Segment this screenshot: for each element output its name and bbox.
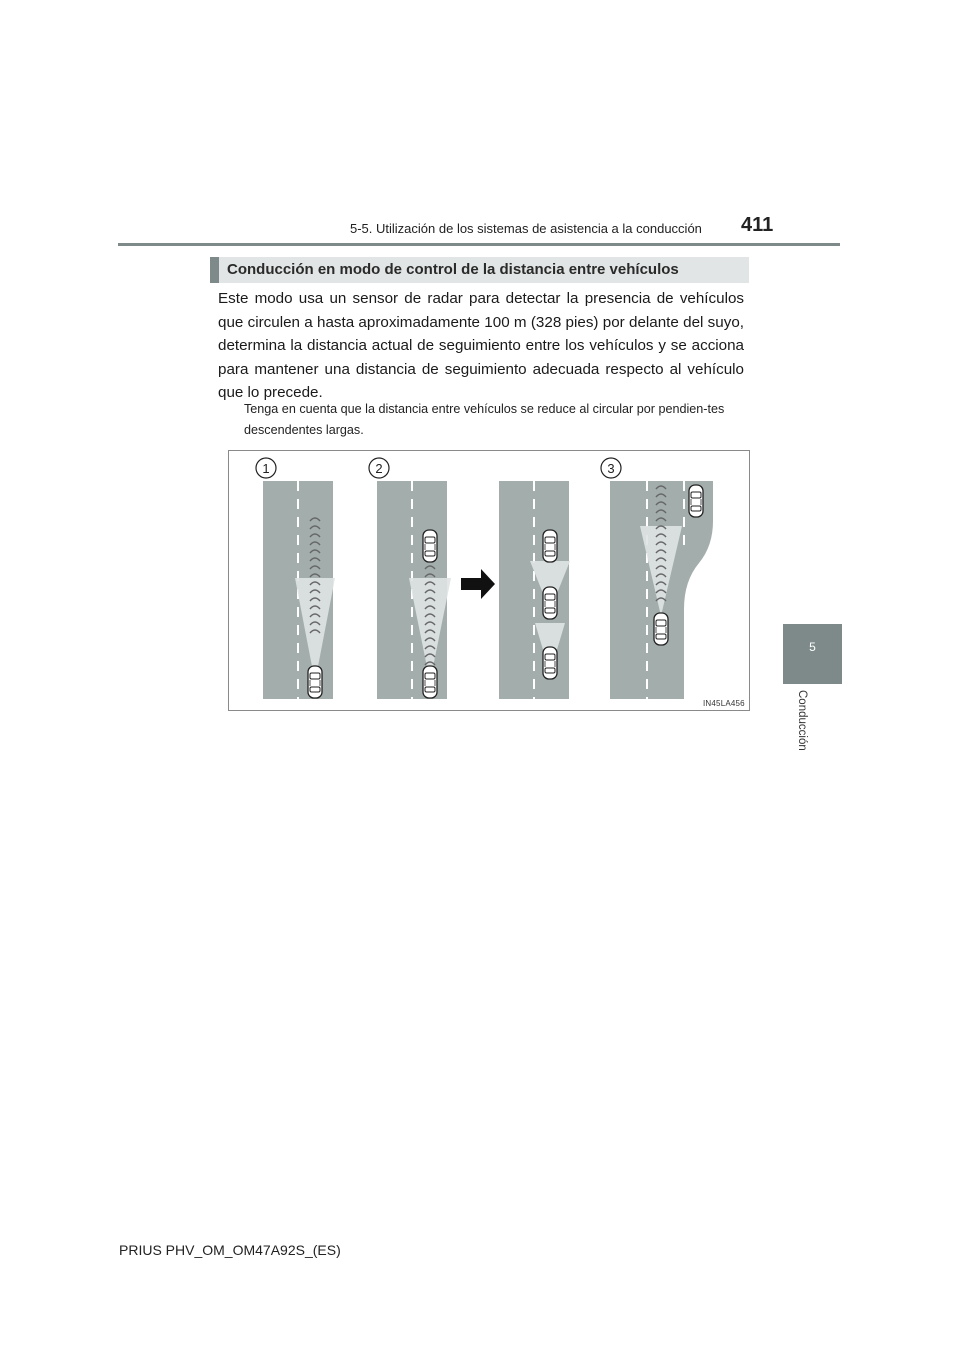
footer-document-code: PRIUS PHV_OM_OM47A92S_(ES) (119, 1242, 341, 1258)
svg-text:3: 3 (607, 461, 615, 476)
header-section-title: 5-5. Utilización de los sistemas de asistencia a la conducción (350, 221, 702, 236)
note-paragraph: Tenga en cuenta que la distancia entre vehículos se reduce al circular por pendien-tes descendentes largas. (244, 402, 725, 437)
road-scene-1 (263, 481, 335, 699)
label-3 (601, 458, 621, 478)
page-number: 411 (741, 214, 774, 236)
transition-arrow-icon (461, 569, 495, 599)
body-paragraph: Este modo usa un sensor de radar para detectar la presencia de vehículos que circulen a hasta aproximadamente 100 m (328 pies) por delante del suyo, determina la distancia actual de seguimiento entre los vehículos y se acciona para mantener una distancia de seguimiento adecuada respecto al vehículo que lo precede. (218, 290, 744, 402)
svg-text:1: 1 (262, 461, 270, 476)
chapter-tab: 5 (783, 624, 842, 684)
road-scene-3 (499, 481, 570, 699)
header-divider (118, 243, 840, 246)
chapter-label: Conducción (796, 690, 808, 751)
road-scene-2 (377, 481, 451, 699)
figure-illustration (229, 451, 751, 712)
label-1 (256, 458, 276, 478)
label-2 (369, 458, 389, 478)
figure-code: IN45LA456 (703, 699, 745, 708)
distance-control-figure (228, 450, 750, 711)
svg-text:2: 2 (375, 461, 383, 476)
road-scene-4 (610, 481, 713, 699)
section-title: Conducción en modo de control de la distancia entre vehículos (210, 257, 749, 283)
